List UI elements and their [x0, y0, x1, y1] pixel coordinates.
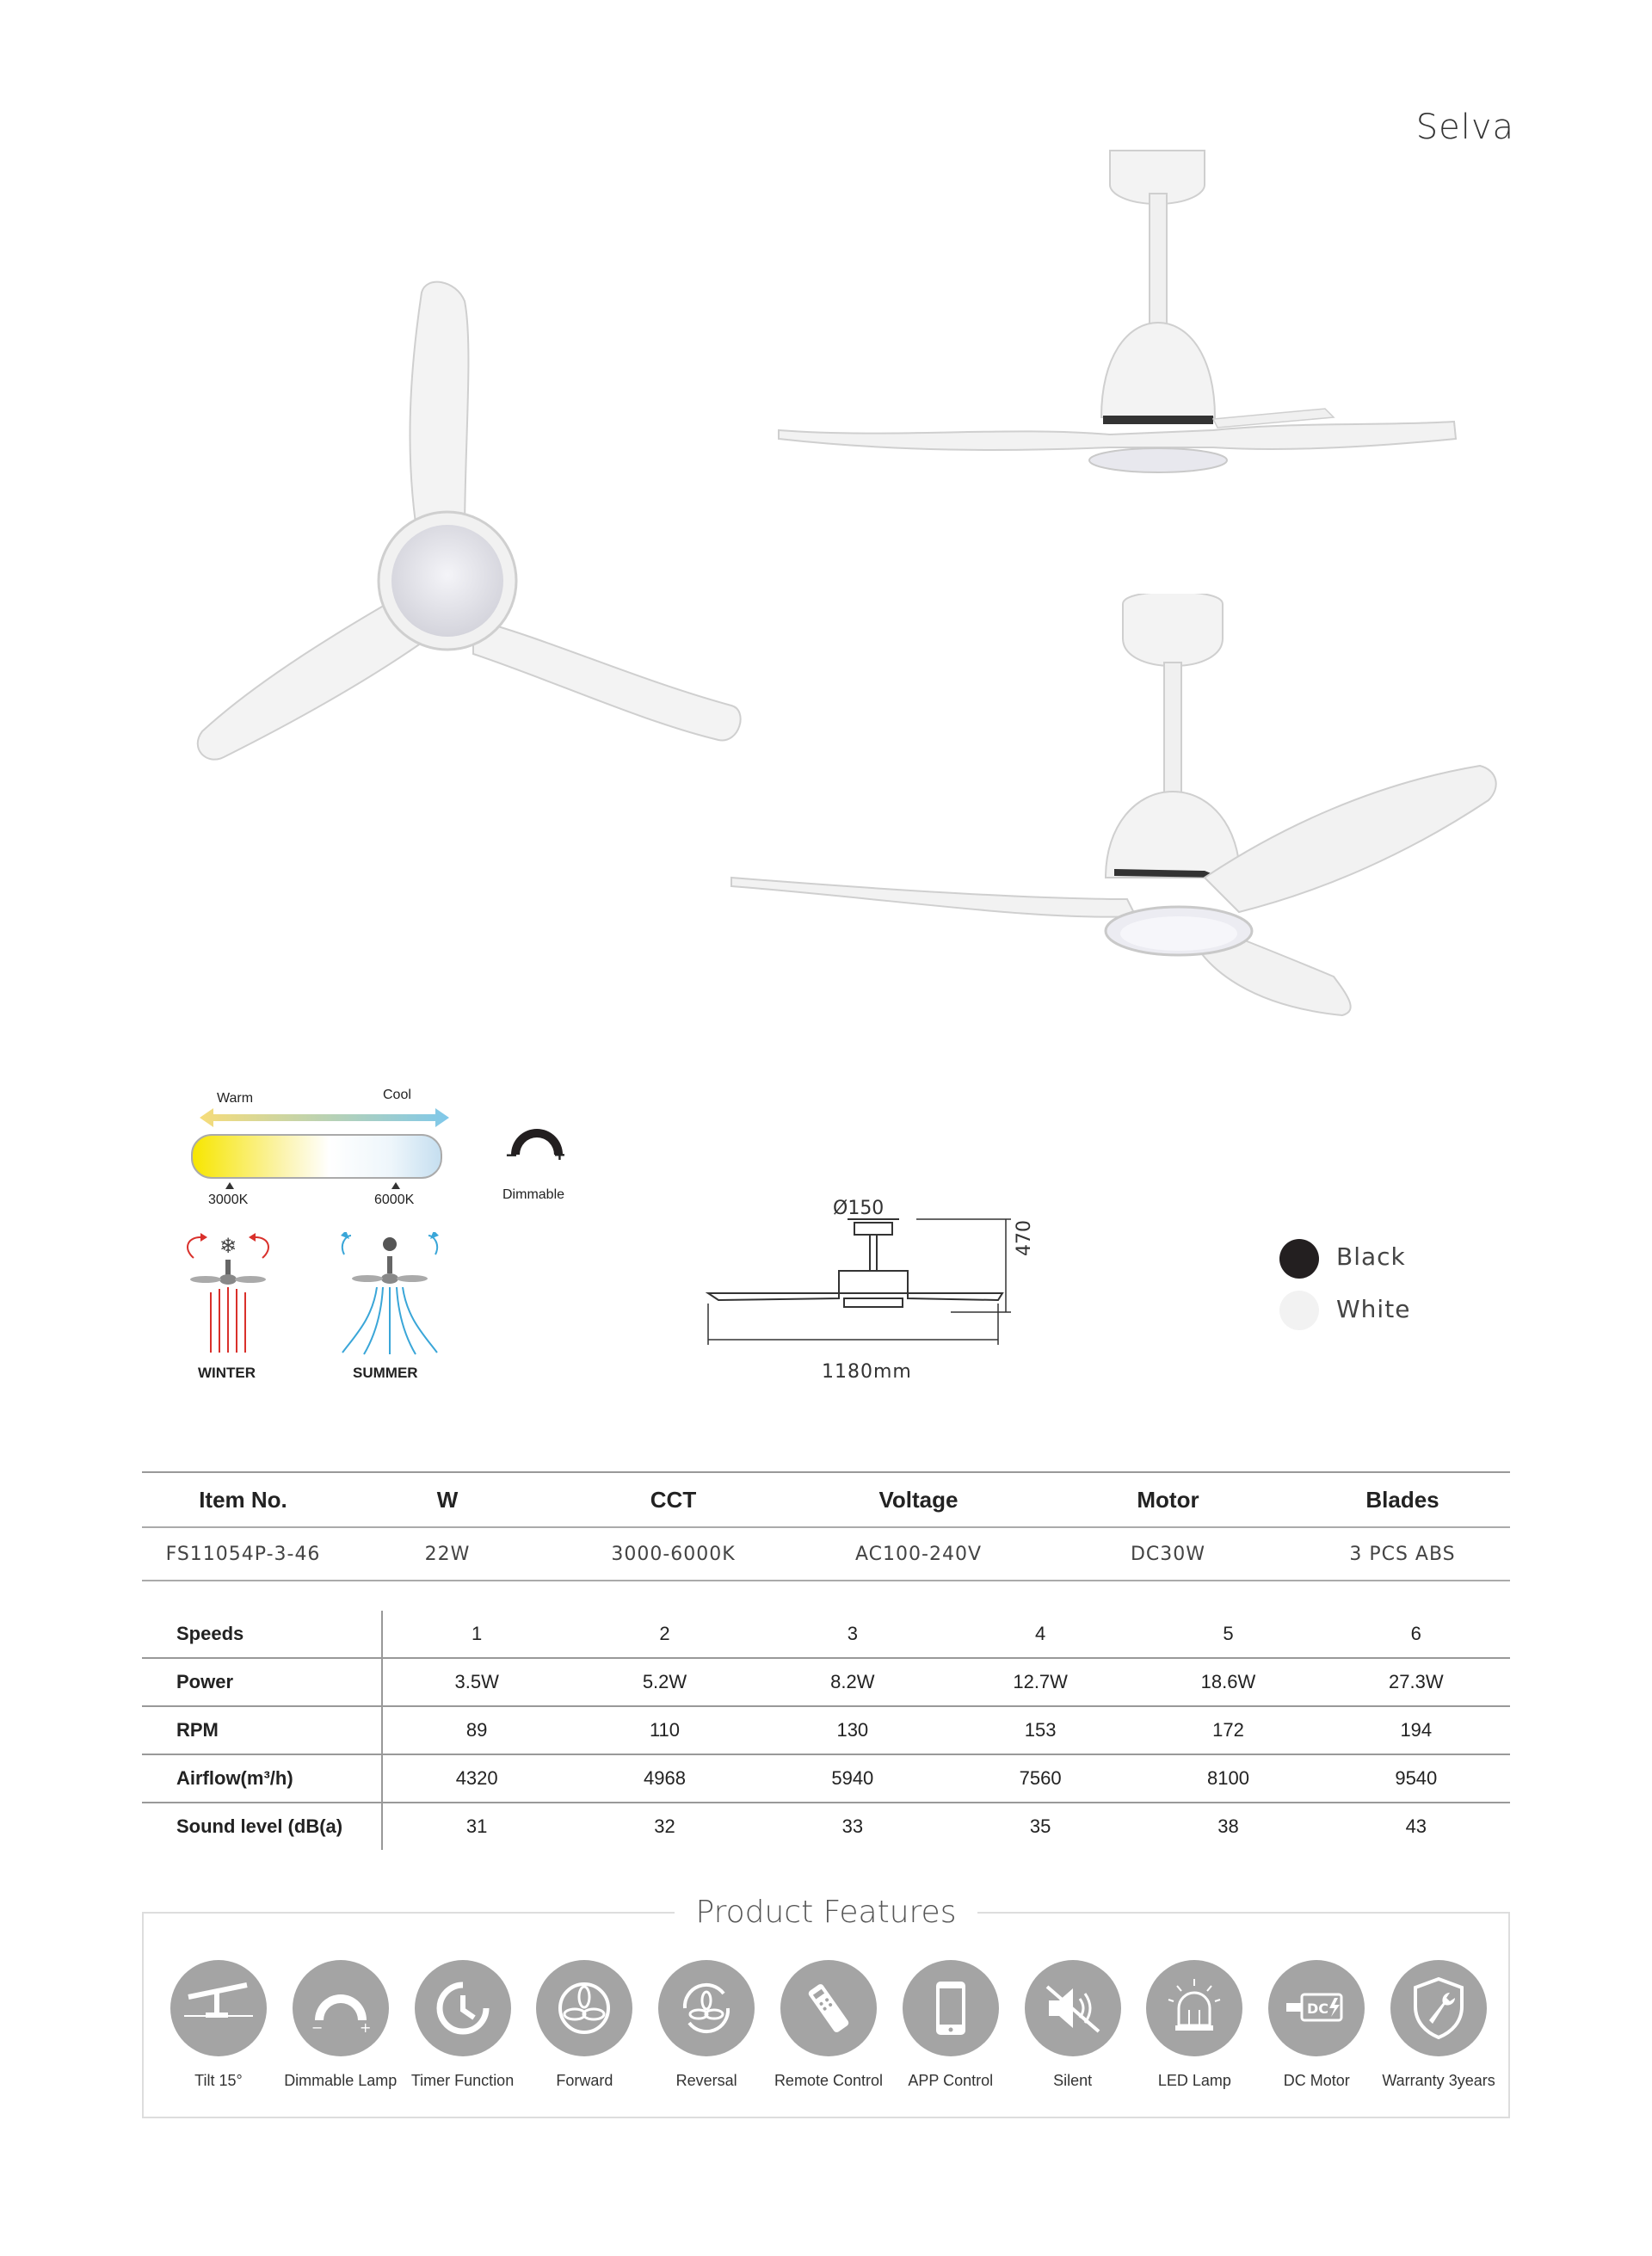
cct-6000k-label: 6000K: [374, 1193, 415, 1207]
feature-item: [280, 1960, 402, 2090]
table-cell: 110: [649, 1719, 681, 1741]
header-voltage: Voltage: [878, 1486, 959, 1513]
winter-airflow-icon: [176, 1232, 280, 1361]
features-row: [157, 1960, 1500, 2090]
silent-icon: [1025, 1960, 1121, 2056]
table-cell: 3: [847, 1623, 858, 1644]
table-cell: 12.7W: [1013, 1671, 1068, 1692]
table-row: [142, 1611, 1510, 1657]
table-cell: 6: [1410, 1623, 1421, 1644]
table-row: [142, 1802, 1510, 1850]
value-cct: 3000-6000K: [611, 1543, 736, 1565]
remote-icon: [780, 1960, 877, 2056]
table-cell: 2: [659, 1623, 670, 1644]
header-motor: Motor: [1137, 1486, 1199, 1513]
table-row: [142, 1657, 1510, 1705]
features-title-wrap: [0, 1895, 1652, 1930]
table-cell: 9540: [1395, 1767, 1438, 1789]
dimmable-plus: +: [554, 1144, 565, 1166]
fan-perspective-view-image: [723, 594, 1514, 1032]
color-label-white: White: [1336, 1295, 1411, 1323]
table-cell: 153: [1024, 1719, 1057, 1741]
table-cell: 35: [1029, 1815, 1051, 1837]
forward-icon: [536, 1960, 632, 2056]
table-cell: 4320: [455, 1767, 498, 1789]
summer-label: SUMMER: [353, 1365, 418, 1381]
table-cell: 4: [1035, 1623, 1046, 1644]
span-label: 1180mm: [822, 1361, 912, 1383]
table-cell: 8100: [1207, 1767, 1249, 1789]
fan-dimension-drawing: [701, 1217, 1063, 1381]
svg-text:−: −: [311, 2019, 324, 2034]
row-label-sound: Sound level (dB(a): [142, 1803, 383, 1850]
dimmable-icon: [293, 1960, 389, 2056]
svg-text:❄: ❄: [219, 1234, 237, 1258]
table-cell: 8.2W: [830, 1671, 875, 1692]
value-w: 22W: [424, 1543, 471, 1565]
table-cell: 38: [1217, 1815, 1239, 1837]
canopy-diameter-label: Ø150: [833, 1198, 885, 1219]
header-item-no: Item No.: [199, 1486, 287, 1513]
table-cell: 33: [841, 1815, 864, 1837]
feature-label: Silent: [1053, 2072, 1093, 2089]
svg-text:+: +: [359, 2019, 372, 2034]
feature-item: [1012, 1960, 1134, 2090]
feature-label: Tilt 15°: [194, 2072, 243, 2089]
feature-item: [1134, 1960, 1256, 2090]
feature-label: Forward: [556, 2072, 613, 2089]
table-cell: 3.5W: [454, 1671, 499, 1692]
dc-motor-text: DC: [1307, 2000, 1329, 2017]
reversal-icon: [658, 1960, 755, 2056]
feature-label: Timer Function: [410, 2072, 515, 2089]
feature-label: Reversal: [675, 2072, 737, 2089]
header-cct: CCT: [650, 1486, 697, 1513]
table-cell: 31: [465, 1815, 488, 1837]
cct-3000k-label: 3000K: [208, 1193, 249, 1207]
fan-side-view-image: [766, 142, 1471, 486]
table-cell: 43: [1405, 1815, 1427, 1837]
winter-label: WINTER: [198, 1365, 256, 1381]
row-label-speeds: Speeds: [142, 1611, 383, 1657]
feature-item: [890, 1960, 1012, 2090]
row-label-rpm: RPM: [142, 1707, 383, 1754]
cct-gradient-bar: [191, 1134, 442, 1179]
table-cell: 4968: [644, 1767, 686, 1789]
color-label-black: Black: [1336, 1242, 1406, 1271]
value-motor: DC30W: [1130, 1543, 1206, 1565]
height-label: 470: [1014, 1220, 1035, 1256]
table-cell: 130: [836, 1719, 869, 1741]
timer-icon: [415, 1960, 511, 2056]
table-cell: 32: [654, 1815, 675, 1837]
spec-header-row: [142, 1471, 1510, 1528]
warranty-icon: [1390, 1960, 1487, 2056]
header-w: W: [436, 1486, 459, 1513]
feature-item: [523, 1960, 645, 2090]
pointer-3000k-icon: [225, 1182, 234, 1189]
table-cell: 5.2W: [642, 1671, 687, 1692]
feature-label: Remote Control: [774, 2072, 883, 2089]
table-cell: 5940: [831, 1767, 874, 1789]
table-cell: 1: [472, 1623, 483, 1644]
table-row: [142, 1754, 1510, 1802]
fan-bottom-view-image: [189, 275, 757, 774]
header-blades: Blades: [1365, 1486, 1439, 1513]
color-swatch-black: [1279, 1239, 1319, 1279]
spec-value-row: [142, 1528, 1510, 1581]
feature-label: Warranty 3years: [1382, 2072, 1495, 2089]
value-blades: 3 PCS ABS: [1349, 1543, 1456, 1565]
speeds-table: [142, 1611, 1510, 1850]
spec-table: [142, 1471, 1510, 1581]
table-cell: 5: [1223, 1623, 1234, 1644]
led-lamp-icon: [1146, 1960, 1242, 2056]
row-label-airflow: Airflow(m³/h): [142, 1755, 383, 1802]
phone-icon: [903, 1960, 999, 2056]
value-voltage: AC100-240V: [855, 1543, 982, 1565]
feature-label: DC Motor: [1283, 2072, 1350, 2089]
feature-item: [1378, 1960, 1500, 2090]
feature-item: [157, 1960, 280, 2090]
table-row: [142, 1705, 1510, 1754]
features-title: Product Features: [675, 1895, 978, 1930]
feature-label: Dimmable Lamp: [284, 2072, 398, 2089]
warm-cool-arrow-icon: [200, 1106, 449, 1129]
cool-label: Cool: [383, 1088, 411, 1102]
feature-label: APP Control: [908, 2072, 994, 2089]
table-cell: 18.6W: [1200, 1671, 1256, 1692]
dimmable-minus: −: [506, 1144, 517, 1166]
dc-motor-icon: [1268, 1960, 1365, 2056]
value-item-no: FS11054P-3-46: [165, 1543, 321, 1565]
pointer-6000k-icon: [391, 1182, 400, 1189]
table-cell: 7560: [1019, 1767, 1062, 1789]
row-label-power: Power: [142, 1659, 383, 1705]
summer-airflow-icon: [334, 1232, 446, 1361]
product-title: Selva: [1415, 108, 1514, 147]
feature-label: LED Lamp: [1157, 2072, 1231, 2089]
feature-item: [1255, 1960, 1378, 2090]
feature-item: [767, 1960, 890, 2090]
table-cell: 89: [465, 1719, 488, 1741]
feature-item: [645, 1960, 767, 2090]
color-swatch-white: [1279, 1291, 1319, 1330]
table-cell: 172: [1212, 1719, 1244, 1741]
dimmable-label: Dimmable: [502, 1187, 565, 1202]
feature-item: [402, 1960, 524, 2090]
tilt-icon: [170, 1960, 267, 2056]
table-cell: 194: [1400, 1719, 1433, 1741]
warm-label: Warm: [217, 1091, 254, 1106]
table-cell: 27.3W: [1389, 1671, 1444, 1692]
